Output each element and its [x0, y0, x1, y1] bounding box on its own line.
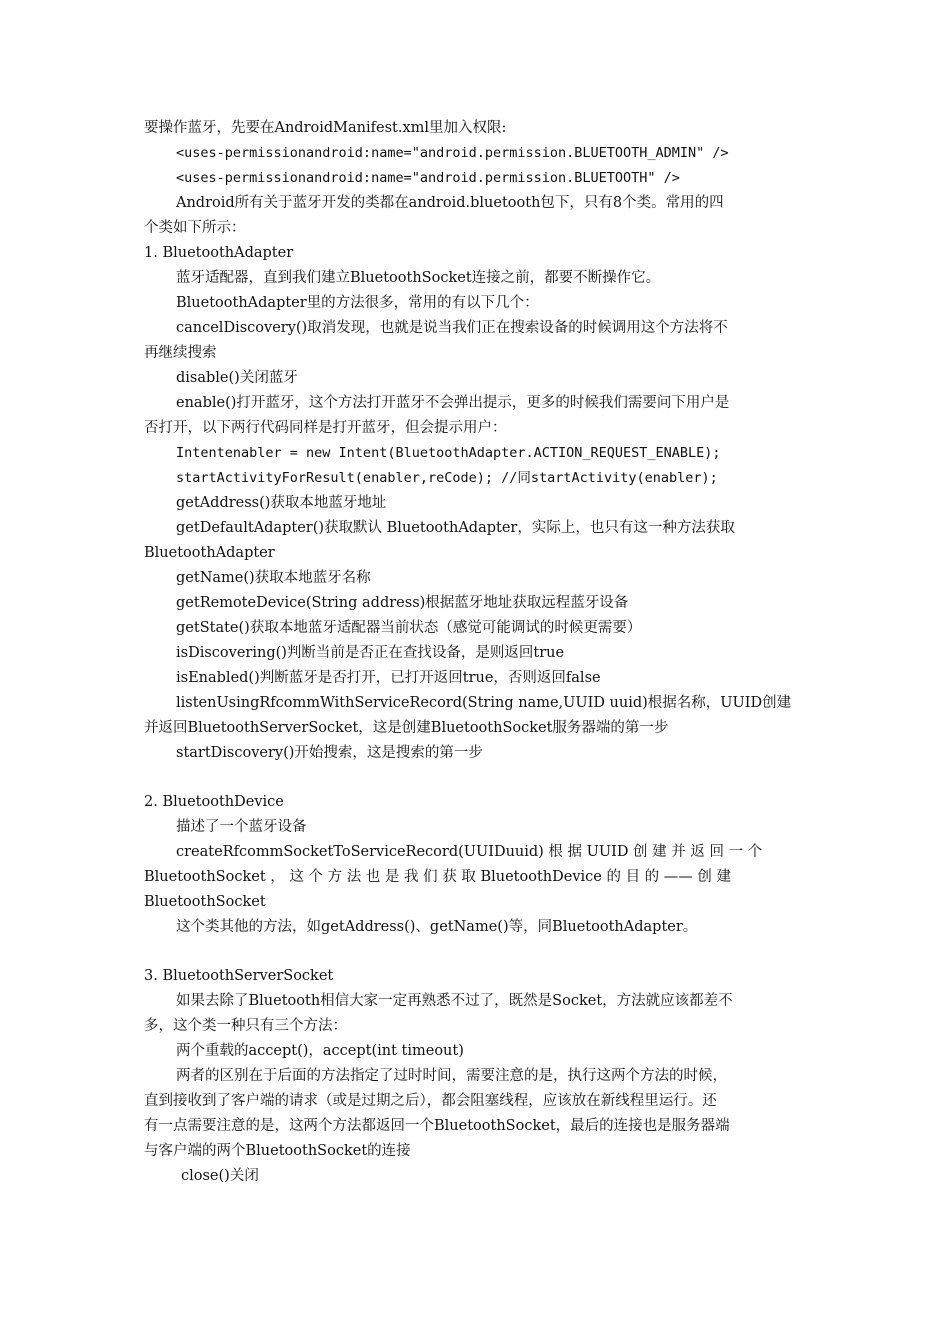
- summary-line: Android所有关于蓝牙开发的类都在android.bluetooth包下，只有8个类。常用的四: [176, 195, 724, 211]
- section-heading-bluetoothdevice: 2. BluetoothDevice: [144, 794, 284, 810]
- method-listen-using-rfcomm-cont: 并返回BluetoothServerSocket，这是创建BluetoothSocket服务器端的第一步: [144, 720, 669, 736]
- paragraph-line: 两者的区别在于后面的方法指定了过时时间，需要注意的是，执行这两个方法的时候，: [176, 1068, 727, 1084]
- method-get-address: getAddress()获取本地蓝牙地址: [176, 495, 387, 511]
- method-is-enabled: isEnabled()判断蓝牙是否打开，已打开返回true，否则返回false: [176, 670, 601, 686]
- paragraph-line: 这个类其他的方法，如getAddress()、getName()等，同BluetoothAdapter。: [176, 919, 698, 935]
- method-disable: disable()关闭蓝牙: [176, 370, 298, 386]
- paragraph-line-cont: 多，这个类一种只有三个方法：: [144, 1018, 347, 1034]
- paragraph-line: 如果去除了Bluetooth相信大家一定再熟悉不过了，既然是Socket，方法就应该都差不: [176, 993, 733, 1009]
- code-start-activity-line: startActivityForResult(enabler,reCode); //同startActivity(enabler);: [176, 470, 718, 486]
- method-get-name: getName()获取本地蓝牙名称: [176, 570, 371, 586]
- method-get-remote-device: getRemoteDevice(String address)根据蓝牙地址获取远程蓝牙设备: [176, 595, 629, 611]
- method-create-rfcomm-socket-cont: BluetoothSocket ， 这 个 方 法 也 是 我 们 获 取 BluetoothDevice 的 目 的 —— 创 建: [144, 869, 732, 885]
- summary-line-cont: 个类如下所示：: [144, 220, 246, 236]
- section-heading-bluetoothserversocket: 3. BluetoothServerSocket: [144, 968, 334, 984]
- paragraph-line-cont: 直到接收到了客户端的请求（或是过期之后），都会阻塞线程，应该放在新线程里运行。还: [144, 1093, 717, 1109]
- intro-line: 要操作蓝牙，先要在AndroidManifest.xml里加入权限:: [144, 120, 507, 136]
- method-listen-using-rfcomm: listenUsingRfcommWithServiceRecord(String name,UUID uuid)根据名称，UUID创建: [176, 695, 792, 711]
- method-is-discovering: isDiscovering()判断当前是否正在查找设备，是则返回true: [176, 645, 565, 661]
- method-create-rfcomm-socket-cont: BluetoothSocket: [144, 894, 266, 910]
- method-create-rfcomm-socket: createRfcommSocketToServiceRecord(UUIDuuid) 根 据 UUID 创 建 并 返 回 一 个: [176, 844, 763, 860]
- method-enable-cont: 否打开，以下两行代码同样是打开蓝牙，但会提示用户：: [144, 420, 507, 436]
- method-start-discovery: startDiscovery()开始搜索，这是搜索的第一步: [176, 745, 483, 761]
- paragraph-line-cont: 与客户端的两个BluetoothSocket的连接: [144, 1143, 411, 1159]
- paragraph-line: 描述了一个蓝牙设备: [176, 819, 307, 835]
- method-close: close()关闭: [181, 1168, 259, 1184]
- method-enable: enable()打开蓝牙，这个方法打开蓝牙不会弹出提示，更多的时候我们需要问下用户是: [176, 395, 730, 411]
- method-accept: 两个重载的accept()，accept(int timeout): [176, 1043, 464, 1059]
- code-intent-line: Intentenabler = new Intent(BluetoothAdapter.ACTION_REQUEST_ENABLE);: [176, 445, 721, 461]
- method-get-default-adapter-cont: BluetoothAdapter: [144, 545, 275, 561]
- method-cancel-discovery: cancelDiscovery()取消发现，也就是说当我们正在搜索设备的时候调用这个方法将不: [176, 320, 728, 336]
- permission-bluetooth-code: <uses-permissionandroid:name="android.permission.BLUETOOTH" />: [176, 170, 680, 186]
- paragraph-line: 蓝牙适配器，直到我们建立BluetoothSocket连接之前，都要不断操作它。: [176, 270, 661, 286]
- method-get-state: getState()获取本地蓝牙适配器当前状态（感觉可能调试的时候更需要）: [176, 620, 642, 636]
- section-heading-bluetoothadapter: 1. BluetoothAdapter: [144, 245, 294, 261]
- method-cancel-discovery-cont: 再继续搜索: [144, 345, 217, 361]
- paragraph-line: BluetoothAdapter里的方法很多，常用的有以下几个：: [176, 295, 539, 311]
- paragraph-line-cont: 有一点需要注意的是，这两个方法都返回一个BluetoothSocket，最后的连接也是服务器端: [144, 1118, 730, 1134]
- permission-admin-code: <uses-permissionandroid:name="android.permission.BLUETOOTH_ADMIN" />: [176, 145, 729, 161]
- method-get-default-adapter: getDefaultAdapter()获取默认 BluetoothAdapter，实际上，也只有这一种方法获取: [176, 520, 735, 536]
